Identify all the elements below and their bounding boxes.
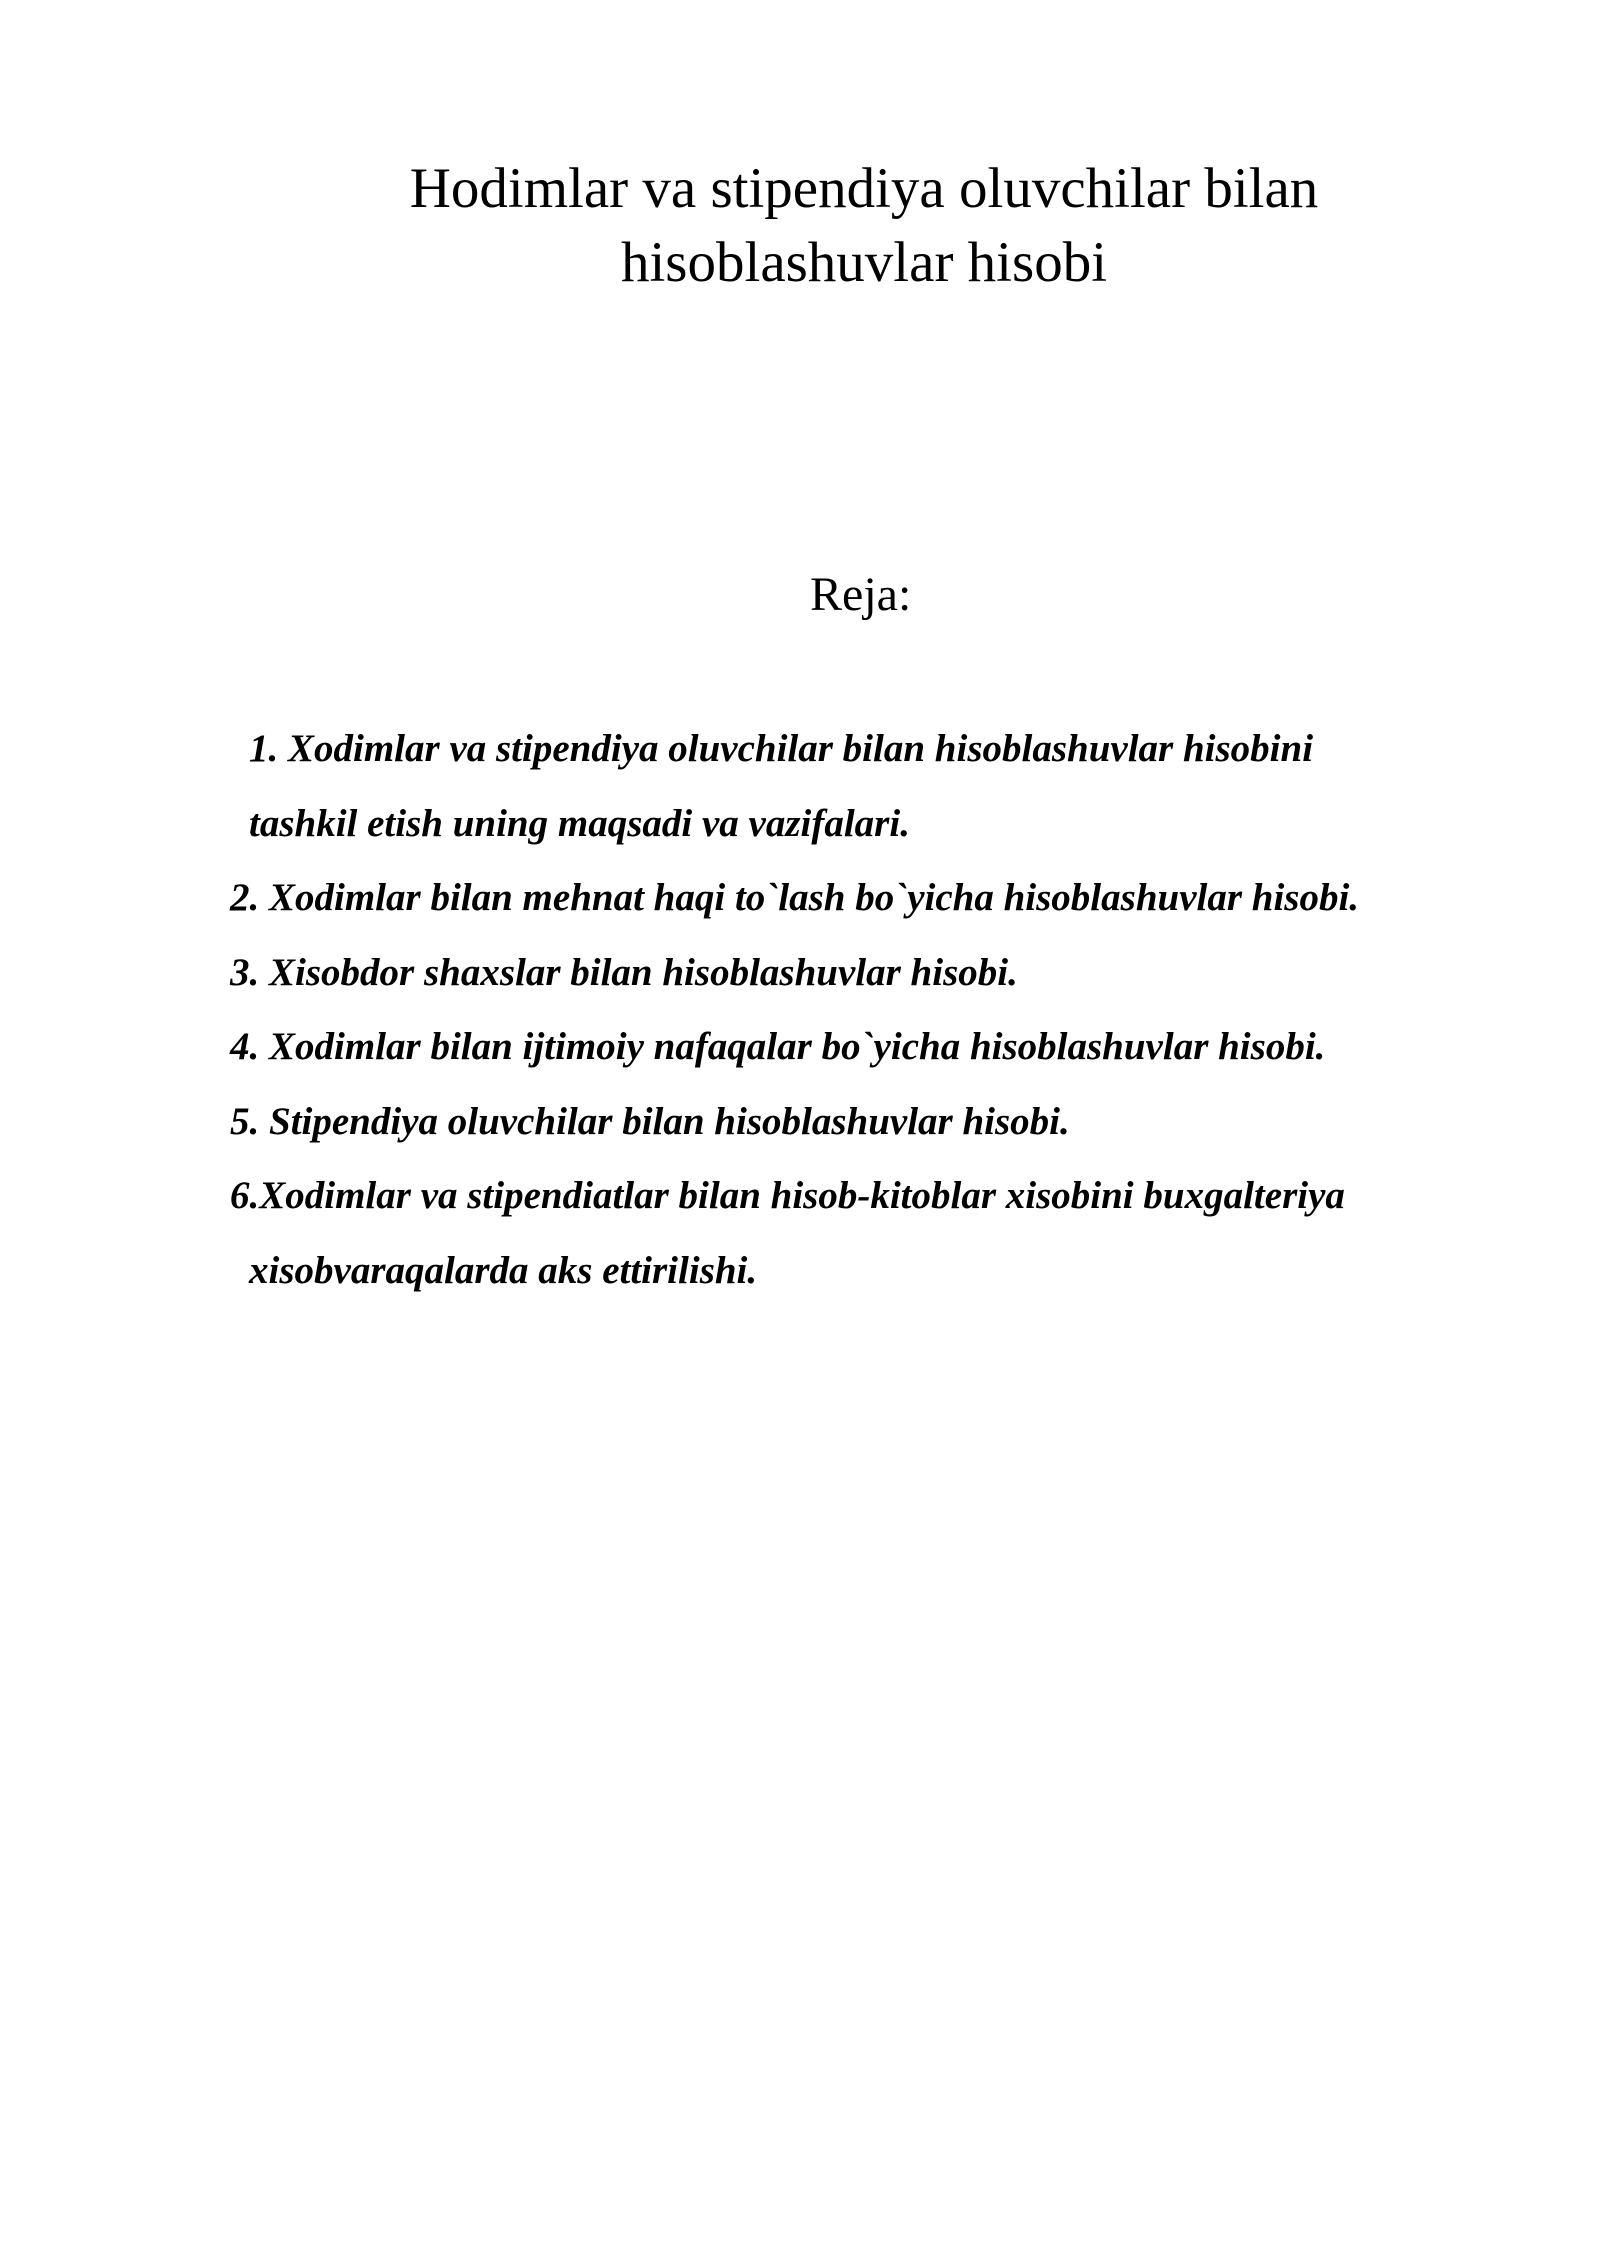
plan-item-1-line-1: 1. Xodimlar va stipendiya oluvchilar bilan hisoblashuvlar hisobini [249,727,1314,770]
plan-heading: Reja: [810,568,912,621]
plan-item-1-line-2: tashkil etish uning maqsadi va vazifalari. [249,802,910,845]
plan-item-5: 5. Stipendiya oluvchilar bilan hisoblashuvlar hisobi. [230,1100,1070,1143]
plan-item-3: 3. Xisobdor shaxslar bilan hisoblashuvlar hisobi. [230,951,1018,994]
title-line-1: Hodimlar va stipendiya oluvchilar bilan [409,157,1319,220]
title-line-2: hisoblashuvlar hisobi [620,231,1108,294]
plan-item-4: 4. Xodimlar bilan ijtimoiy nafaqalar bo`yicha hisoblashuvlar hisobi. [230,1025,1326,1068]
plan-item-6-line-1: 6.Xodimlar va stipendiatlar bilan hisob-kitoblar xisobini buxgalteriya [230,1174,1345,1217]
plan-item-6-line-2: xisobvaraqalarda aks ettirilishi. [249,1249,758,1292]
plan-item-2: 2. Xodimlar bilan mehnat haqi to`lash bo`yicha hisoblashuvlar hisobi. [230,876,1360,919]
